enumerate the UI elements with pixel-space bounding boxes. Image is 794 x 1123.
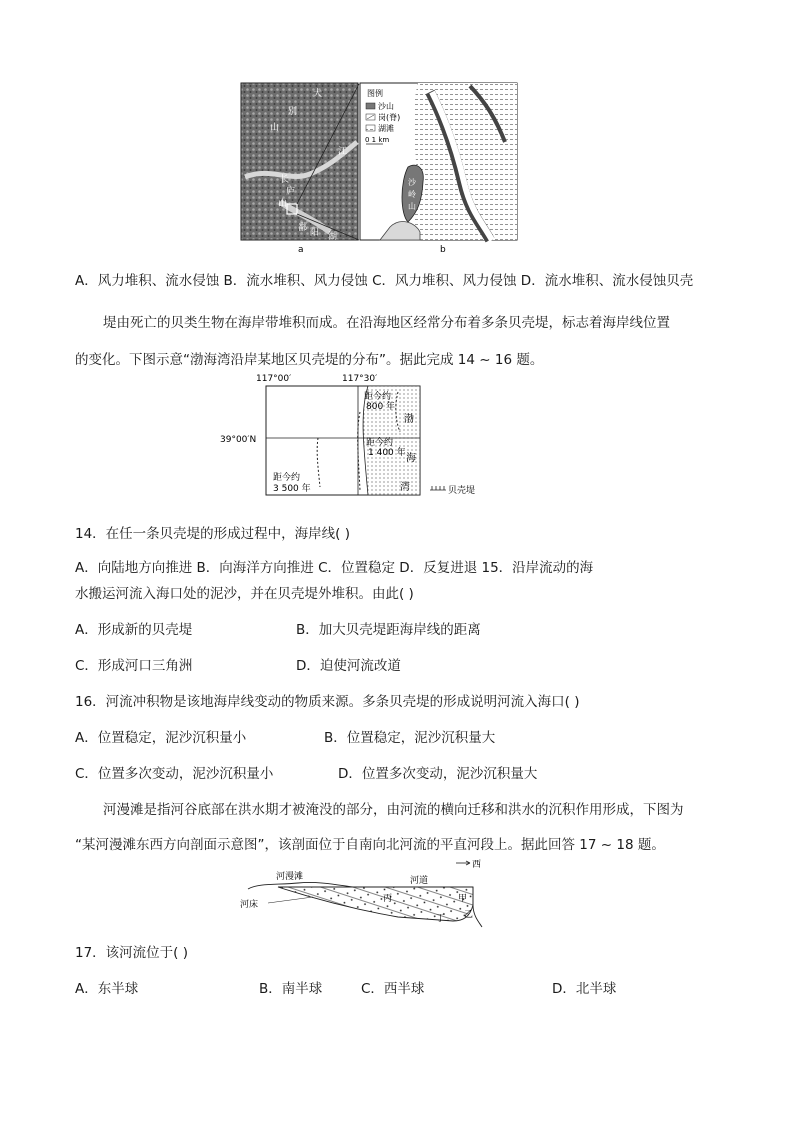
label-yang: 阳 <box>310 228 320 238</box>
legend-sand: 沙山 <box>378 102 394 111</box>
figure-shell-ridge-map <box>218 372 498 498</box>
panel-a-satellite <box>241 83 358 240</box>
q17-option-a: A．东半球 <box>75 981 139 997</box>
label-chang: 长 <box>280 175 290 185</box>
age-1400-a: 距今约 <box>366 438 394 448</box>
label-jiang: 江 <box>338 147 348 157</box>
label-da: 大 <box>313 89 323 99</box>
label-lu: 庐 <box>286 187 296 197</box>
q16-option-d: D．位置多次变动，泥沙沉积量大 <box>338 766 538 782</box>
label-hu: 湖 <box>328 232 338 242</box>
q16-option-b: B．位置稳定，泥沙沉积量大 <box>324 730 496 746</box>
label-hai: 海 <box>406 453 416 464</box>
label-floodplain: 河漫滩 <box>276 872 304 882</box>
figure-floodplain-profile <box>238 855 488 935</box>
label-lushan: 山 <box>278 199 288 209</box>
label-shan: 山 <box>270 123 280 133</box>
q17-option-c: C．西半球 <box>361 981 425 997</box>
age-800-b: 800 年 <box>366 402 396 412</box>
label-po: 鄱 <box>298 223 308 233</box>
label-bing: 丙 <box>383 894 393 904</box>
lon-117-30: 117°30′ <box>342 374 378 384</box>
q16-option-a: A．位置稳定，泥沙沉积量小 <box>75 730 247 746</box>
age-3500-b: 3 500 年 <box>273 484 311 494</box>
intro-14-16-line2: 的变化。下图示意“渤海湾沿岸某地区贝壳堤的分布”。据此完成 14 ~ 16 题。 <box>75 352 544 368</box>
age-1400-b: 1 400 年 <box>368 448 406 458</box>
label-jia: 甲 <box>458 894 468 904</box>
label-ding: 丁 <box>436 914 446 924</box>
q15-stem: 水搬运河流入海口处的泥沙，并在贝壳堤外堆积。由此( ) <box>75 586 414 602</box>
label-wan: 湾 <box>400 482 410 493</box>
q13-options: A．风力堆积、流水侵蚀 B．流水堆积、风力侵蚀 C．风力堆积、风力侵蚀 D．流水堆积、流水侵蚀贝壳 <box>75 273 694 289</box>
label-bie: 别 <box>288 107 298 117</box>
q17-option-b: B．南半球 <box>259 981 323 997</box>
figure-lushan-map <box>240 82 520 254</box>
shell-ridge-legend-symbol <box>430 486 446 490</box>
intro-17-18-line2: “某河漫滩东西方向剖面示意图”，该剖面位于自南向北河流的平直河段上。据此回答 17 ~ 18 题。 <box>75 837 665 853</box>
legend-scale: 0 1 km <box>365 136 390 144</box>
intro-14-16-line1: 堤由死亡的贝类生物在海岸带堆积而成。在沿海地区经常分布着多条贝壳堤，标志着海岸线位置 <box>103 315 670 331</box>
q15-option-a: A．形成新的贝壳堤 <box>75 622 193 638</box>
lat-39: 39°00′N <box>220 435 257 445</box>
q17-stem: 17．该河流位于( ) <box>75 945 189 961</box>
age-800-a: 距今约 <box>364 392 392 402</box>
label-riverbed: 河床 <box>240 900 259 910</box>
legend-tidal: 湖滩 <box>378 124 394 133</box>
q16-option-c: C．位置多次变动，泥沙沉积量小 <box>75 766 274 782</box>
caption-b: b <box>440 245 446 254</box>
label-yi: 乙 <box>464 910 474 920</box>
q16-stem: 16．河流冲积物是该地海岸线变动的物质来源。多条贝壳堤的形成说明河流入海口( ) <box>75 694 580 710</box>
label-sha: 沙 <box>408 178 416 187</box>
legend-title: 图例 <box>367 89 383 98</box>
label-bo: 渤 <box>404 414 414 425</box>
q15-option-c: C．形成河口三角洲 <box>75 658 193 674</box>
label-shan-b: 山 <box>408 202 416 211</box>
west-arrow-label: 西 <box>472 860 482 870</box>
legend-shell-ridge: 贝壳堤 <box>448 486 476 496</box>
q15-option-d: D．迫使河流改道 <box>296 658 401 674</box>
lon-117-00: 117°00′ <box>256 374 292 384</box>
label-ling: 岭 <box>408 190 416 199</box>
q14-stem: 14．在任一条贝壳堤的形成过程中，海岸线( ) <box>75 526 351 542</box>
caption-a: a <box>298 245 304 254</box>
q14-options: A．向陆地方向推进 B．向海洋方向推进 C．位置稳定 D．反复进退 15．沿岸流动的海 <box>75 560 594 576</box>
q15-option-b: B．加大贝壳堤距海岸线的距离 <box>296 622 481 638</box>
legend-gang: 岗(脊) <box>378 113 401 122</box>
label-channel: 河道 <box>410 876 429 886</box>
q17-option-d: D．北半球 <box>552 981 617 997</box>
intro-17-18-line1: 河漫滩是指河谷底部在洪水期才被淹没的部分，由河流的横向迁移和洪水的沉积作用形成，下图为 <box>103 802 684 818</box>
age-3500-a: 距今约 <box>273 473 301 483</box>
